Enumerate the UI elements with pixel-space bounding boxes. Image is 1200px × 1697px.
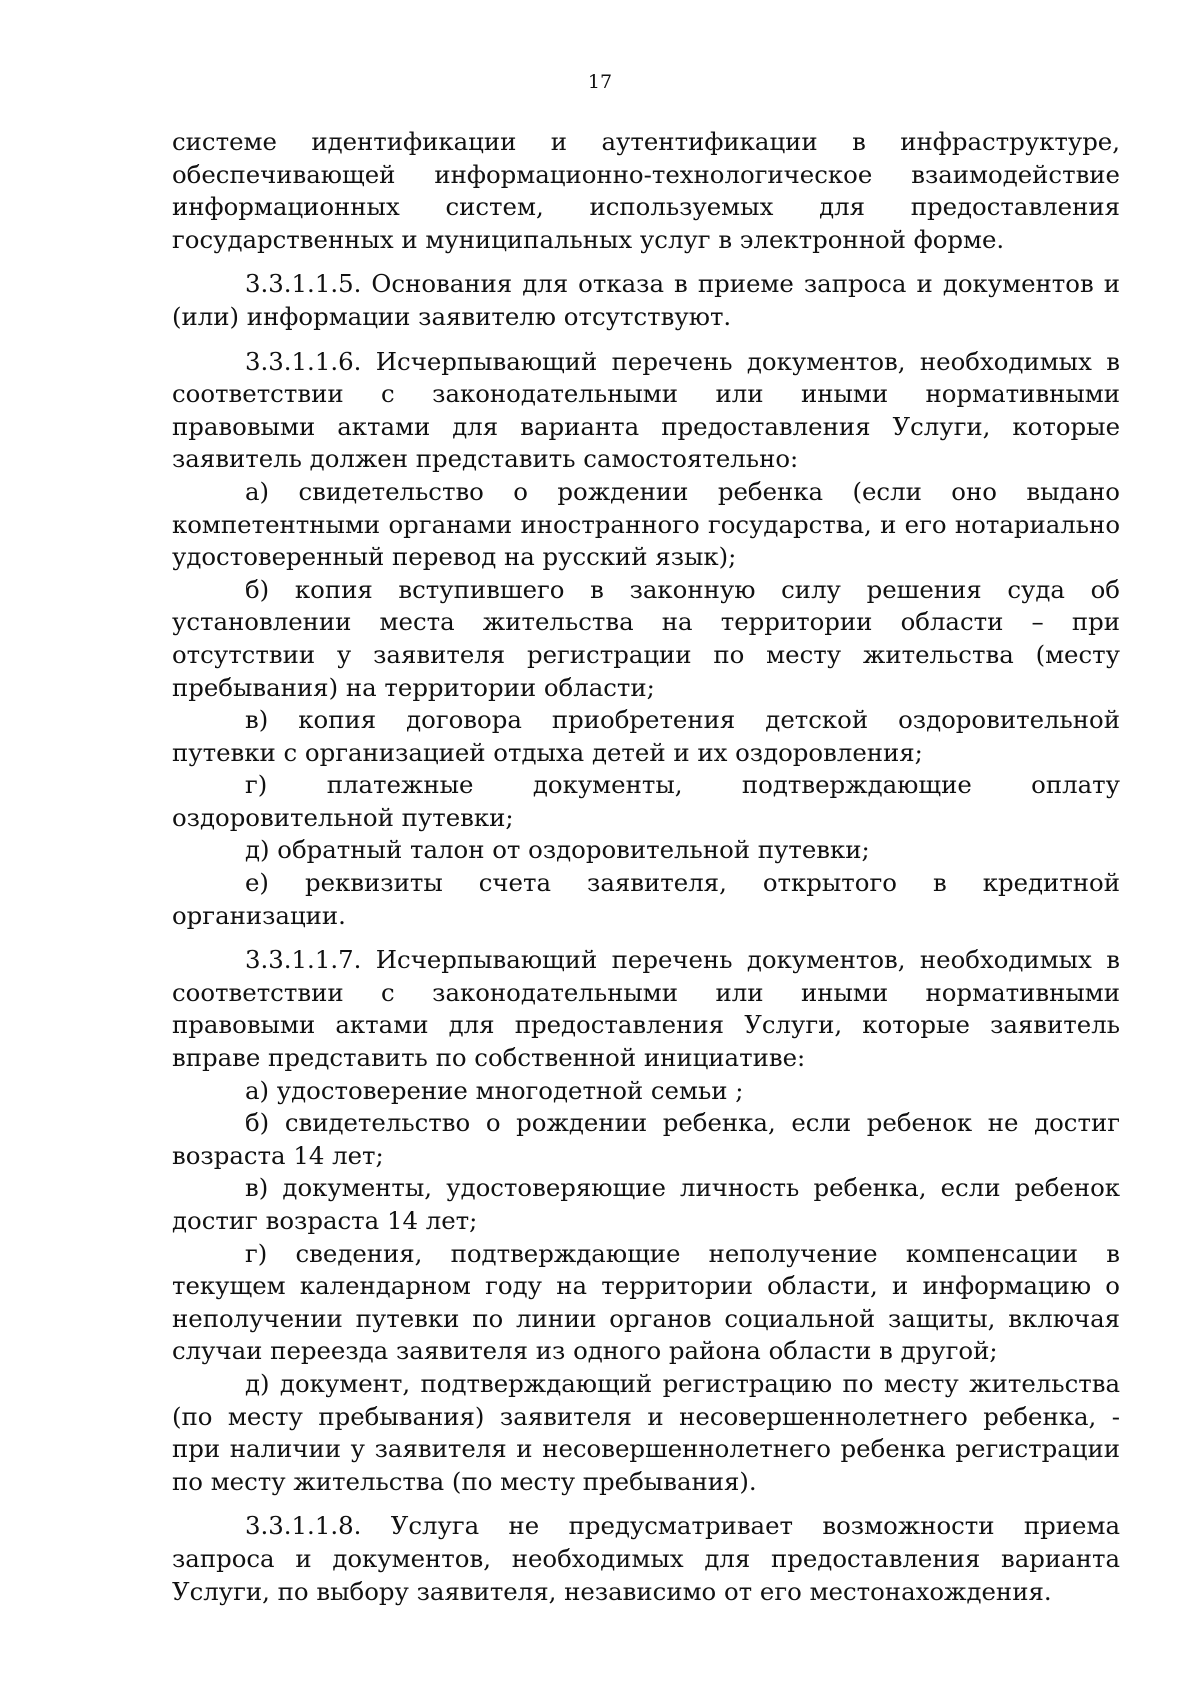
list-item-e: е) реквизиты счета заявителя, открытого в кредитной организации. <box>172 868 1120 930</box>
list-item-a: а) удостоверение многодетной семьи ; <box>245 1075 744 1105</box>
paragraph-3-3-1-1-6: 3.3.1.1.6. Исчерпывающий перечень документов, необходимых в соответствии с законодательными или иными нормативными правовыми актами для варианта предоставления Услуги, которые заявитель должен представить самостоятельно: <box>172 346 1120 474</box>
list-item-b: б) свидетельство о рождении ребенка, если ребенок не достиг возраста 14 лет; <box>172 1108 1120 1170</box>
document-body <box>172 126 1120 1608</box>
list-item-a: а) свидетельство о рождении ребенка (если оно выдано компетентными органами иностранного государства, и его нотариально удостоверенный перевод на русский язык); <box>172 476 1120 572</box>
list-item-g: г) платежные документы, подтверждающие оплату оздоровительной путевки; <box>172 770 1120 832</box>
paragraph-continuation: системе идентификации и аутентификации в инфраструктуре, обеспечивающей информационно-технологическое взаимодействие информационных систем, используемых для предоставления государственных и муниципальных услуг в электронной форме. <box>172 127 1120 254</box>
paragraph-3-3-1-1-5: 3.3.1.1.5. Основания для отказа в приеме запроса и документов и (или) информации заявителю отсутствуют. <box>172 269 1120 331</box>
list-item-g: г) сведения, подтверждающие неполучение компенсации в текущем календарном году на территории области, и информацию о неполучении путевки по линии органов социальной защиты, включая случаи переезда заявителя из одного района области в другой; <box>172 1238 1120 1366</box>
paragraph-3-3-1-1-7: 3.3.1.1.7. Исчерпывающий перечень документов, необходимых в соответствии с законодательными или иными нормативными правовыми актами для предоставления Услуги, которые заявитель вправе представить по собственной инициативе: <box>172 945 1120 1073</box>
list-item-v: в) копия договора приобретения детской оздоровительной путевки с организацией отдыха детей и их оздоровления; <box>172 705 1120 767</box>
list-item-b: б) копия вступившего в законную силу решения суда об установлении места жительства на территории области – при отсутствии у заявителя регистрации по месту жительства (месту пребывания) на территории области; <box>172 574 1120 702</box>
paragraph-3-3-1-1-8: 3.3.1.1.8. Услуга не предусматривает возможности приема запроса и документов, необходимых для предоставления варианта Услуги, по выбору заявителя, независимо от его местонахождения. <box>172 1511 1120 1606</box>
list-item-v: в) документы, удостоверяющие личность ребенка, если ребенок достиг возраста 14 лет; <box>172 1173 1120 1235</box>
page-number: 17 <box>587 71 613 93</box>
list-item-d: д) документ, подтверждающий регистрацию по месту жительства (по месту пребывания) заявителя и несовершеннолетнего ребенка, - при наличии у заявителя и несовершеннолетнего ребенка регистрации по месту жительства (по месту пребывания). <box>172 1368 1120 1496</box>
list-item-d: д) обратный талон от оздоровительной путевки; <box>245 835 870 865</box>
